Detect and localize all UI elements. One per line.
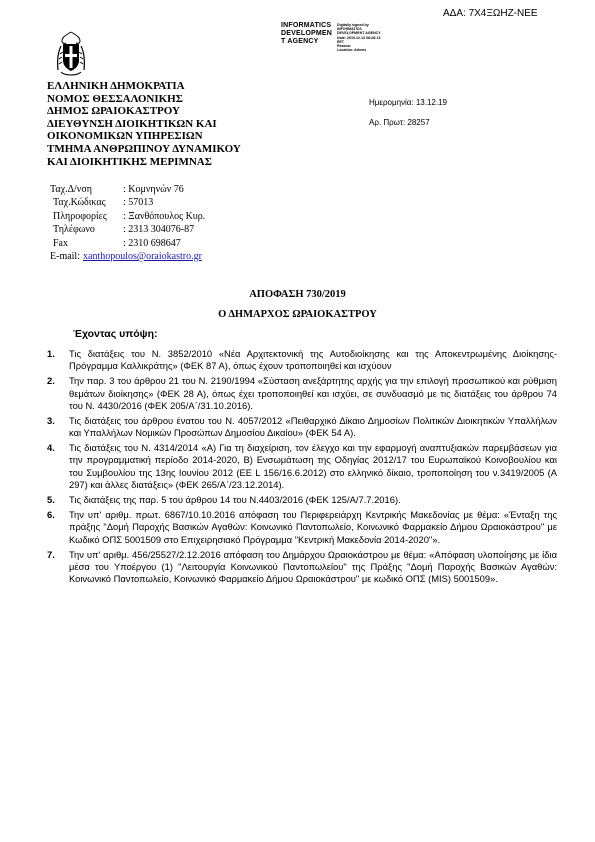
email-link[interactable]: xanthopoulos@oraiokastro.gr (83, 251, 202, 263)
document-date: Ημερομηνία: 13.12.19 (369, 98, 447, 107)
list-item: 6. Την υπ' αριθμ. πρωτ. 6867/10.10.2016 απόφαση του Περιφερειάρχη Κεντρικής Μακεδονίας με θέμα: «Ένταξη της πράξης "Δομή Παροχής Βασικών Αγαθών: Κοινωνικό Παντοπωλείο, Κοινωνικό Φαρμακείο Δήμου Ωραιοκάστρου" με Κωδικό ΟΠΣ 5001509 στο Επιχειρησιακό Πρόγραμμα "Κεντρική Μακεδονία 2014-2020"». (47, 509, 557, 545)
list-item: 7. Την υπ' αριθμ. 456/25527/2.12.2016 απόφαση του Δημάρχου Ωραιοκάστρου με θέμα: «Απόφαση υλοποίησης με ίδια μέσα του Υποέργου (1) "Λειτουργία Κοινωνικού Παντοπωλείου" της Πράξης "Δομή Παροχής Βασικών Αγαθών: Κοινωνικό Παντοπωλείο, Κοινωνικό Φαρμακείο Δήμου Ωραιοκάστρου" με κωδικό ΟΠΣ (MIS) 5001509». (47, 548, 557, 585)
contact-block (50, 183, 205, 263)
document-meta (369, 98, 447, 138)
ada-code: ΑΔΑ: 7Χ4ΞΩΗΖ-ΝΕΕ (443, 8, 538, 19)
list-item: 3. Τις διατάξεις του άρθρου ένατου του Ν. 4057/2012 «Πειθαρχικό Δίκαιο Δημοσίων Πολιτικών Διοικητικών Υπαλλήλων και Υπαλλήλων Νομικών Προσώπων Δημοσίου Δικαίου» (ΦΕΚ 54 Α). (47, 414, 557, 439)
email-row: E-mail: xanthopoulos@oraiokastro.gr (50, 251, 202, 263)
contact-row: Ταχ.Δ/νση : Κομνηνών 76 (50, 184, 184, 195)
protocol-number: Αρ. Πρωτ: 28257 (369, 118, 430, 127)
considerations-list (47, 348, 557, 588)
contact-row: Τηλέφωνο : 2313 304076-87 (53, 224, 195, 236)
contact-row: Fax : 2310 698647 (53, 237, 181, 249)
list-item: 1. Τις διατάξεις του Ν. 3852/2010 «Νέα Αρχιτεκτονική της Αυτοδιοίκησης και της Αποκεντρωμένης Διοίκησης- Πρόγραμμα Καλλικράτης» (ΦΕΚ 87 Α), όπως έχουν τροποποιηθεί και ισχύουν (47, 348, 557, 372)
list-item: 2. Την παρ. 3 του άρθρου 21 του Ν. 2190/1994 «Σύσταση ανεξάρτητης αρχής για την επιλογή προσωπικού και ρύθμιση θεμάτων διοίκησης» (ΦΕΚ 28 Α), όπως έχει τροποποιηθεί και ισχύει, σε συνδυασμό με τις διατάξεις του άρθρου 74 του Ν. 4430/2016 (ΦΕΚ 205/Α΄/31.10.2016). (47, 375, 557, 411)
mayor-title: Ο ΔΗΜΑΡΧΟΣ ΩΡΑΙΟΚΑΣΤΡΟΥ (218, 309, 377, 320)
list-item: 4. Τις διατάξεις του Ν. 4314/2014 «Α) Για τη διαχείριση, τον έλεγχο και την εφαρμογή αναπτυξιακών παρεμβάσεων για την προγραμματική περίοδο 2014-2020, Β) Ενσωμάτωση της Οδηγίας 2012/17 του Ευρωπαϊκού Κοινοβουλίου και του Συμβουλίου της 13ης Ιουνίου 2012 (EE L 156/16.6.2012) στο ελληνικό δίκαιο, τροποποίηση του ν.3419/2005 (Α 297) και άλλες διατάξεις» (ΦΕΚ 265/Α΄/23.12.2014). (47, 442, 557, 491)
list-item: 5. Τις διατάξεις της παρ. 5 του άρθρου 14 του Ν.4403/2016 (ΦΕΚ 125/Α/7.7.2016). (47, 494, 401, 506)
issuing-authority-header: ΕΛΛΗΝΙΚΗ ΔΗΜΟΚΡΑΤΙΑ ΝΟΜΟΣ ΘΕΣΣΑΛΟΝΙΚΗΣ ΔΗΜΟΣ ΩΡΑΙΟΚΑΣΤΡΟΥ ΔΙΕΥΘΥΝΣΗ ΔΙΟΙΚΗΤΙΚΩΝ ΚΑΙ ΟΙΚΟΝΟΜΙΚΩΝ ΥΠΗΡΕΣΙΩΝ ΤΜΗΜΑ ΑΝΘΡΩΠΙΝΟΥ ΔΥΝΑΜΙΚΟΥ ΚΑΙ ΔΙΟΙΚΗΤΙΚΗΣ ΜΕΡΙΜΝΑΣ (47, 80, 241, 168)
stamp-signature-details: Digitally signed by INFORMATICS DEVELOPMENT AGENCY Date: 2019.12.13 08:28:13 EET Reason: Location: Athens (337, 23, 381, 53)
greek-emblem-icon (55, 30, 87, 78)
contact-row: Ταχ.Κώδικας : 57013 (53, 197, 154, 209)
having-in-view-heading: Έχοντας υπόψη: (73, 328, 158, 340)
stamp-org-name: INFORMATICS DEVELOPMEN T AGENCY (281, 22, 333, 45)
contact-row: Πληροφορίες : Ξανθόπουλος Κυρ. (53, 210, 206, 222)
decision-title: ΑΠΟΦΑΣΗ 730/2019 (249, 289, 346, 300)
digital-signature-stamp (281, 22, 401, 53)
